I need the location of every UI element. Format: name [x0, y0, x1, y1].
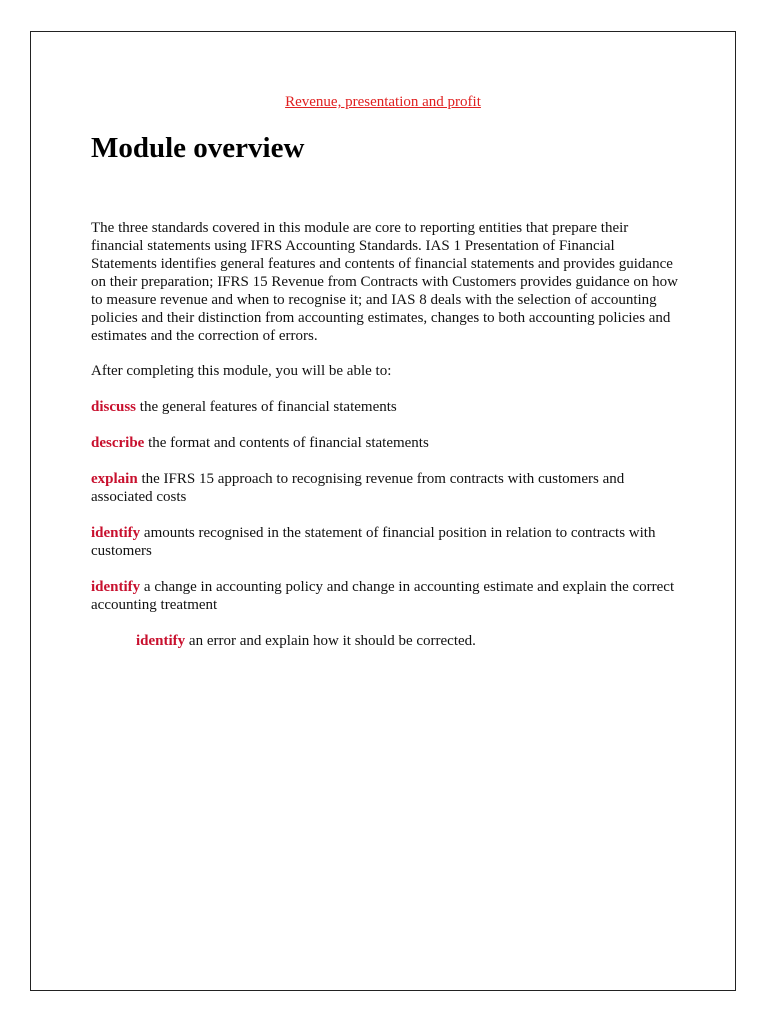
outcome-verb: discuss: [91, 399, 137, 415]
outcome-text: an error and explain how it should be corrected.: [185, 633, 476, 649]
page-title: Module overview: [91, 132, 305, 164]
intro-paragraph: The three standards covered in this module are core to reporting entities that prepare their financial statements using IFRS Accounting Standards. IAS 1 Presentation of Financial Statements identifies general features and contents of financial statements and provides guidance on their preparation; IFRS 15 Revenue from Contracts with Customers provides guidance on how to measure revenue and when to recognise it; and IAS 8 deals with the selection of accounting policies and their distinction from accounting estimates, changes to both accounting policies and estimates and the correction of errors.: [91, 220, 678, 344]
header-link[interactable]: Revenue, presentation and profit: [285, 94, 481, 110]
outcome-text: the IFRS 15 approach to recognising revenue from contracts with customers and associated costs: [91, 471, 625, 505]
outcome-text: amounts recognised in the statement of financial position in relation to contracts with customers: [91, 525, 656, 559]
outcome-verb: identify: [136, 633, 186, 649]
outcome-verb: describe: [91, 435, 145, 451]
outcomes-lead-in: After completing this module, you will be able to:: [91, 363, 392, 379]
outcome-verb: identify: [91, 579, 141, 595]
outcome-verb: identify: [91, 525, 141, 541]
outcome-item: [91, 398, 683, 416]
outcome-item: [136, 632, 683, 650]
outcome-verb: explain: [91, 471, 138, 487]
outcome-text: the general features of financial statements: [136, 399, 397, 415]
outcome-text: a change in accounting policy and change in accounting estimate and explain the correct accounting treatment: [91, 579, 675, 613]
outcome-text: the format and contents of financial statements: [144, 435, 429, 451]
outcome-item: [91, 434, 683, 452]
outcome-item: [91, 524, 683, 560]
document-page: [30, 31, 736, 991]
outcome-item: [91, 578, 683, 614]
outcome-item: [91, 470, 683, 506]
